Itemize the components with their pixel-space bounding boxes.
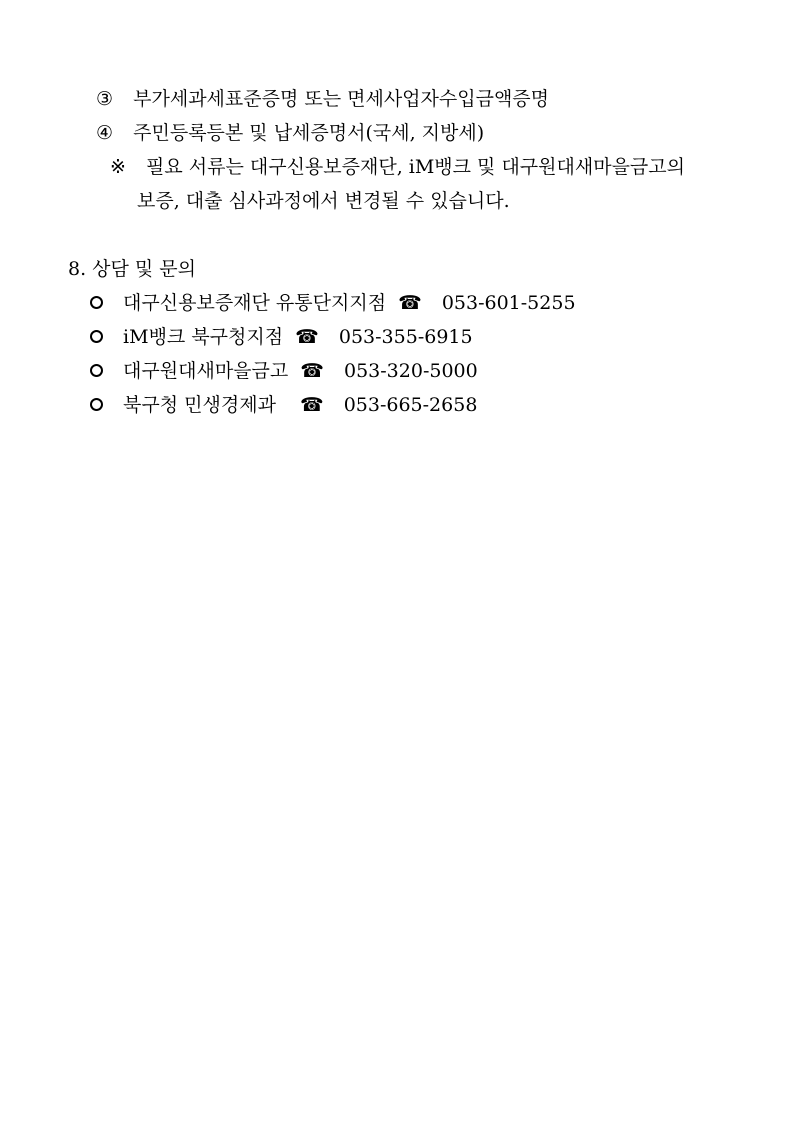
telephone-icon: ☎	[299, 394, 324, 416]
item-text: 부가세과세표준증명 또는 면세사업자수입금액증명	[133, 88, 550, 110]
circle-bullet-icon	[90, 296, 103, 309]
note-text-1: 필요 서류는 대구신용보증재단, iM뱅크 및 대구원대새마을금고의	[146, 156, 685, 178]
circle-bullet-icon	[90, 364, 103, 377]
item-text: 주민등록등본 및 납세증명서(국세, 지방세)	[133, 122, 485, 144]
note-marker: ※	[110, 156, 126, 178]
note-line-1	[110, 158, 685, 177]
item-marker: ④	[96, 122, 114, 144]
required-doc-item-3	[96, 90, 549, 109]
contact-name: 대구신용보증재단 유통단지지점	[123, 292, 387, 314]
contact-phone: 053-320-5000	[344, 360, 478, 382]
telephone-icon: ☎	[295, 326, 319, 348]
contact-name: 북구청 민생경제과	[123, 394, 276, 416]
telephone-icon: ☎	[300, 360, 324, 382]
item-marker: ③	[96, 88, 114, 110]
section-title: 8. 상담 및 문의	[68, 258, 197, 280]
contact-item	[90, 328, 473, 347]
contact-name: iM뱅크 북구청지점	[123, 326, 284, 348]
telephone-icon: ☎	[398, 292, 422, 314]
contact-name: 대구원대새마을금고	[123, 360, 289, 382]
circle-bullet-icon	[90, 398, 103, 411]
contact-item	[90, 294, 576, 313]
required-doc-item-4	[96, 124, 484, 143]
contact-phone: 053-355-6915	[338, 326, 473, 348]
contact-item	[90, 362, 478, 381]
contact-phone: 053-601-5255	[441, 292, 576, 314]
circle-bullet-icon	[90, 330, 103, 343]
contact-item	[90, 396, 477, 415]
note-text-2: 보증, 대출 심사과정에서 변경될 수 있습니다.	[137, 190, 510, 212]
contact-phone: 053-665-2658	[343, 394, 478, 416]
note-line-2	[137, 192, 510, 211]
